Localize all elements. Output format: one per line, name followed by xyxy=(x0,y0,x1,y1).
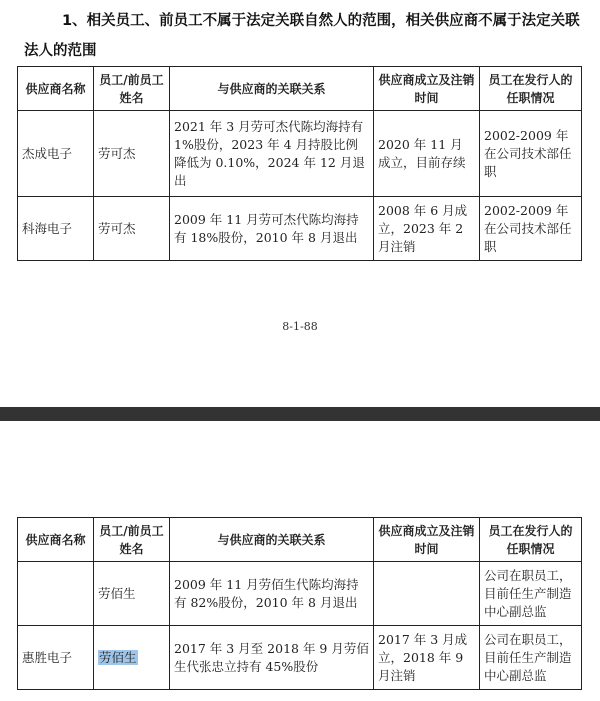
cell-employee: 劳可杰 xyxy=(94,197,170,261)
header-supplier: 供应商名称 xyxy=(18,67,94,111)
cell-supplier xyxy=(18,562,94,626)
cell-relation: 2009 年 11 月劳可杰代陈均海持有 18%股份，2010 年 8 月退出 xyxy=(170,197,374,261)
section-heading xyxy=(24,6,584,66)
cell-employee: 劳佰生 xyxy=(94,562,170,626)
cell-position: 公司在职员工，目前任生产制造中心副总监 xyxy=(480,626,582,690)
table-row xyxy=(18,197,582,261)
table-row xyxy=(18,562,582,626)
cell-relation: 2009 年 11 月劳佰生代陈均海持有 82%股份，2010 年 8 月退出 xyxy=(170,562,374,626)
header-relation: 与供应商的关联关系 xyxy=(170,67,374,111)
cell-relation: 2021 年 3 月劳可杰代陈均海持有 1%股份，2023 年 4 月持股比例降低为 0.10%，2024 年 12 月退出 xyxy=(170,111,374,197)
header-position: 员工在发行人的任职情况 xyxy=(480,518,582,562)
table-header-row xyxy=(18,67,582,111)
table-row xyxy=(18,111,582,197)
highlighted-employee-name[interactable]: 劳佰生 xyxy=(99,649,137,665)
cell-position: 2002-2009 年在公司技术部任职 xyxy=(480,111,582,197)
header-employee: 员工/前员工姓名 xyxy=(94,518,170,562)
cell-established: 2017 年 3 月成立，2018 年 9 月注销 xyxy=(374,626,480,690)
section-heading-text: 1、相关员工、前员工不属于法定关联自然人的范围，相关供应商不属于法定关联法人的范围 xyxy=(24,13,580,59)
cell-established: 2008 年 6 月成立，2023 年 2 月注销 xyxy=(374,197,480,261)
cell-position: 公司在职员工，目前任生产制造中心副总监 xyxy=(480,562,582,626)
header-established: 供应商成立及注销时间 xyxy=(374,518,480,562)
cell-established: 2020 年 11 月成立，目前存续 xyxy=(374,111,480,197)
header-relation: 与供应商的关联关系 xyxy=(170,518,374,562)
table-header-row xyxy=(18,518,582,562)
cell-position: 2002-2009 年在公司技术部任职 xyxy=(480,197,582,261)
cell-established xyxy=(374,562,480,626)
cell-supplier: 杰成电子 xyxy=(18,111,94,197)
table-row xyxy=(18,626,582,690)
cell-relation: 2017 年 3 月至 2018 年 9 月劳佰生代张忠立持有 45%股份 xyxy=(170,626,374,690)
cell-supplier: 惠胜电子 xyxy=(18,626,94,690)
cell-supplier: 科海电子 xyxy=(18,197,94,261)
cell-employee xyxy=(94,626,170,690)
header-employee: 员工/前员工姓名 xyxy=(94,67,170,111)
page-divider xyxy=(0,407,600,421)
header-supplier: 供应商名称 xyxy=(18,518,94,562)
header-position: 员工在发行人的任职情况 xyxy=(480,67,582,111)
relations-table-1 xyxy=(17,66,582,261)
header-established: 供应商成立及注销时间 xyxy=(374,67,480,111)
cell-employee: 劳可杰 xyxy=(94,111,170,197)
page-number: 8-1-88 xyxy=(282,320,318,333)
relations-table-2 xyxy=(17,517,582,690)
